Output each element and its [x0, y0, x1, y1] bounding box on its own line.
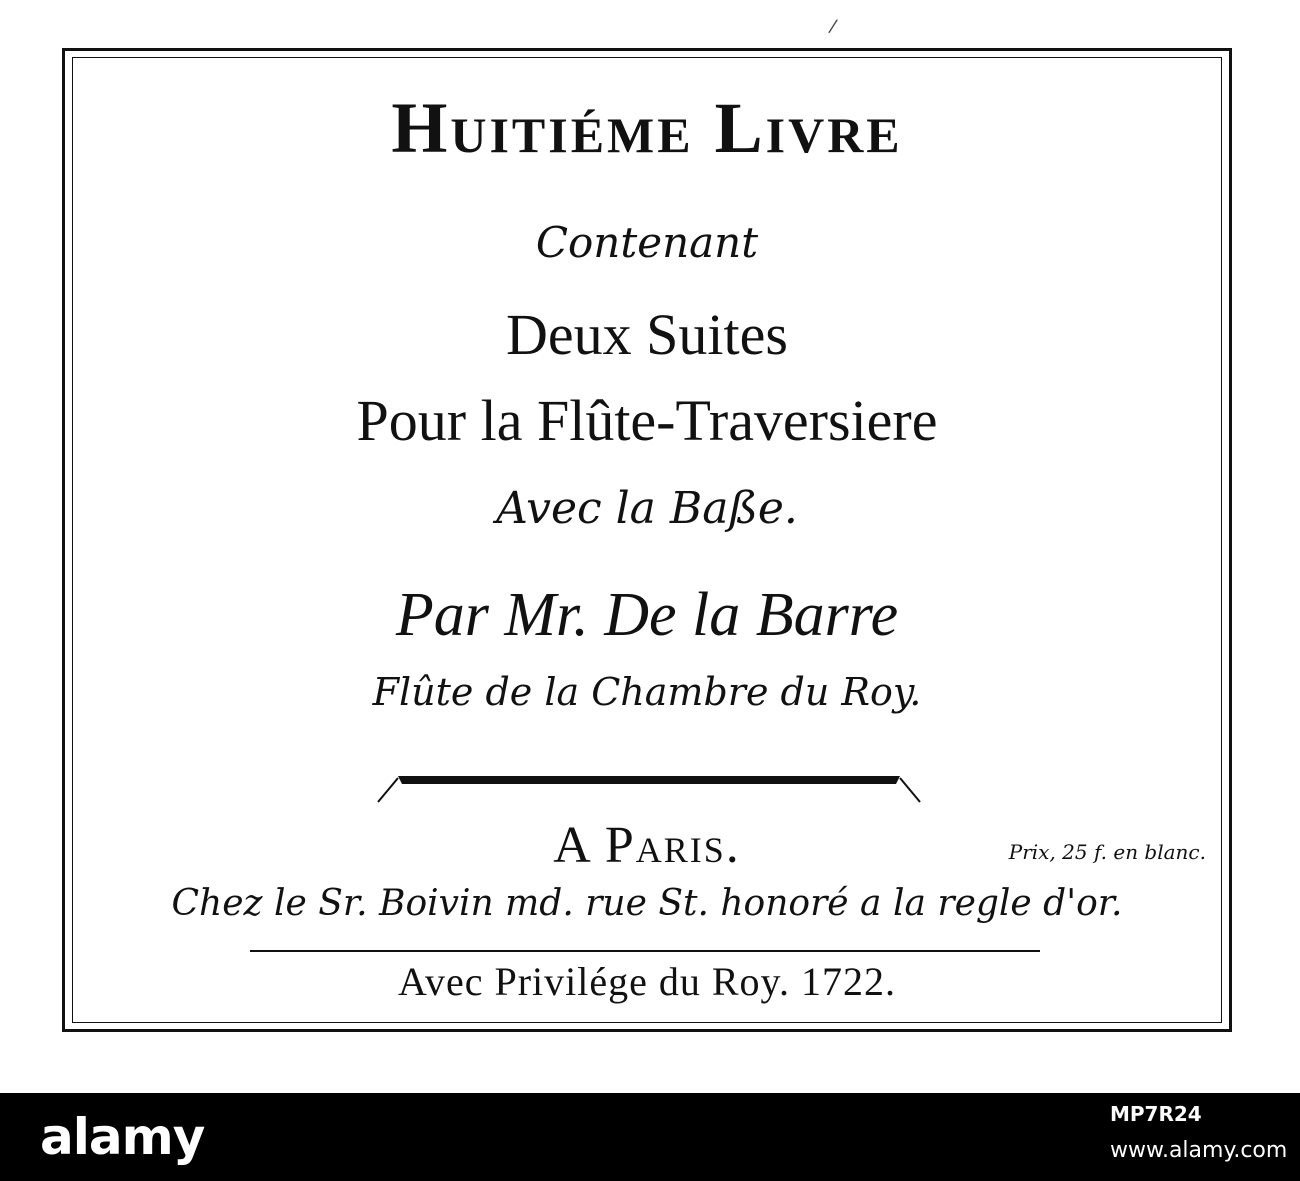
ornamental-rule-bar: [398, 776, 900, 784]
privilege-line: Avec Privilége du Roy. 1722.: [398, 959, 896, 1004]
suites-line: Deux Suites: [506, 302, 788, 367]
author-title-line: Flûte de la Chambre du Roy.: [372, 670, 922, 714]
ornamental-rule: [368, 768, 930, 808]
publisher-address: Chez le Sr. Boivin md. rue St. honoré a la regle d'or.: [171, 883, 1123, 924]
contenant-subtitle: Contenant: [535, 218, 759, 267]
watermark-url: www.alamy.com: [1110, 1138, 1288, 1163]
with-bass-line: Avec la Baße.: [496, 483, 798, 534]
watermark-image-id: MP7R24: [1110, 1102, 1202, 1126]
ornamental-rule-left-tick: [378, 778, 398, 802]
instrument-line: Pour la Flûte-Traversiere: [356, 388, 938, 453]
book-title: Huitiéme Livre: [391, 88, 903, 168]
author-line: Par Mr. De la Barre: [395, 581, 899, 649]
watermark-brand: alamy: [40, 1108, 205, 1166]
stray-mark: /: [827, 15, 839, 38]
ornamental-rule-right-tick: [900, 778, 920, 802]
address-underline-rule: [250, 950, 1040, 952]
price-note: Prix, 25 f. en blanc.: [1008, 840, 1206, 864]
city-line: A Paris.: [553, 817, 741, 874]
inner-frame-border: [72, 57, 1222, 1023]
